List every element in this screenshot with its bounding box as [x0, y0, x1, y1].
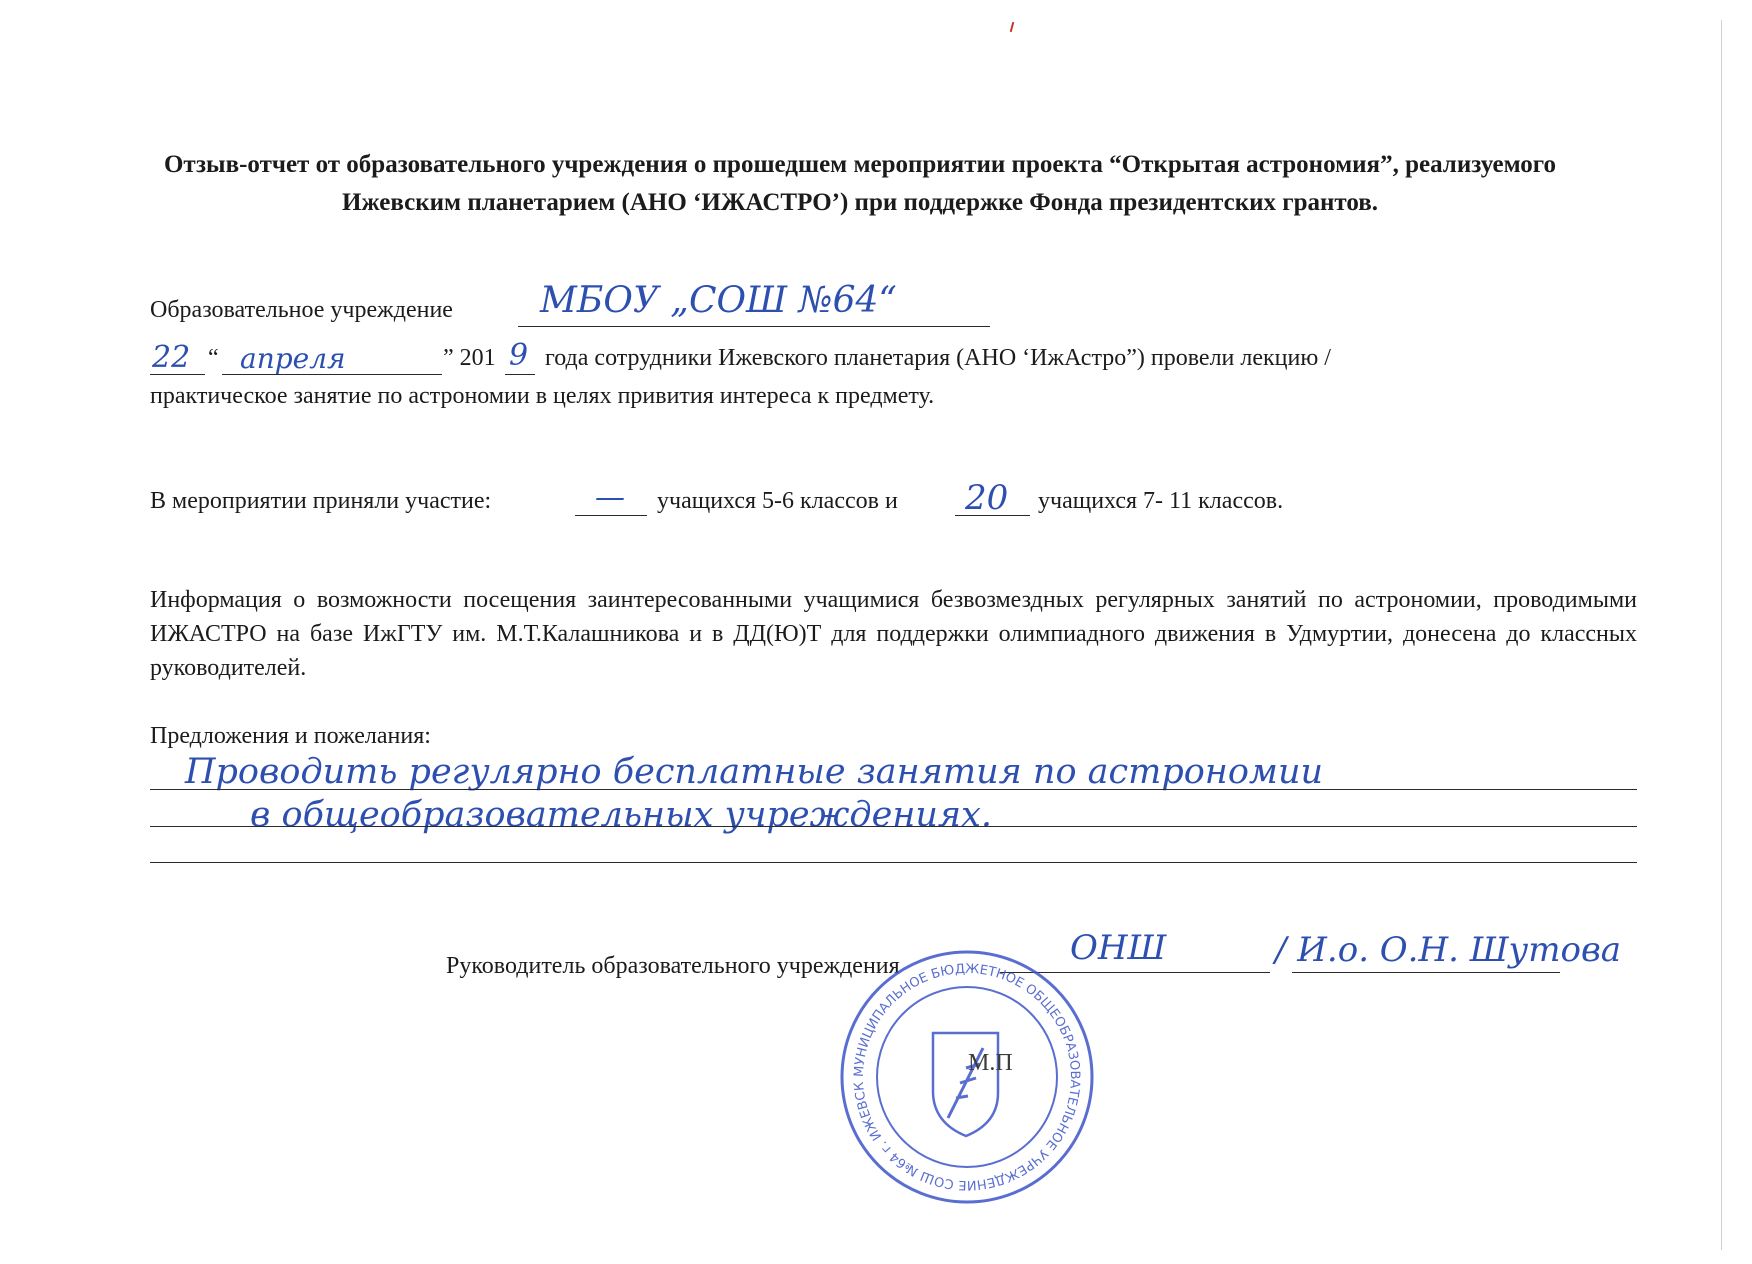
- suggestion-line-1: Проводить регулярно бесплатные занятия по астрономии: [185, 752, 1324, 792]
- date-year-prefix: ” 201: [443, 345, 496, 371]
- suggestion-rule-2: [150, 826, 1637, 827]
- participants-label: В мероприятии приняли участие:: [150, 488, 492, 514]
- info-paragraph: Информация о возможности посещения заинтересованными учащимися безвозмездных регулярных занятий по астрономии, проводимыми ИЖАСТРО на базе ИжГТУ им. М.Т.Калашникова и в ДД(Ю)Т для поддержки олимпиадного движения в Удмуртии, донесена до классных руководителей.: [150, 587, 1637, 681]
- institution-label: Образовательное учреждение: [150, 297, 453, 323]
- count-5-6: —: [595, 480, 625, 515]
- date-day: 22: [152, 340, 191, 375]
- event-text-2: практическое занятие по астрономии в целях привития интереса к предмету.: [150, 383, 935, 409]
- scan-mark: [1010, 22, 1015, 32]
- suggestion-rule-3: [150, 862, 1637, 863]
- date-month: апреля: [240, 342, 346, 375]
- stamp-ring-text: МУНИЦИПАЛЬНОЕ БЮДЖЕТНОЕ ОБЩЕОБРАЗОВАТЕЛЬНОЕ УЧРЕЖДЕНИЕ СОШ №64 г. ИЖЕВСК: [851, 961, 1083, 1193]
- count-7-11-label: учащихся 7- 11 классов.: [1038, 488, 1284, 514]
- count-5-6-label: учащихся 5-6 классов и: [657, 488, 898, 514]
- signature: ОНШ: [1070, 928, 1167, 968]
- date-year-underline: [505, 374, 535, 375]
- date-open-quote: “: [208, 345, 219, 371]
- suggestion-rule-1: [150, 789, 1637, 790]
- event-text-1: года сотрудники Ижевского планетария (АНО ‘ИжАстро”) провели лекцию /: [545, 345, 1331, 371]
- count-7-11: 20: [965, 478, 1009, 518]
- stamp-mp-label: М.П: [968, 1050, 1013, 1076]
- date-year-digit: 9: [509, 338, 529, 373]
- suggestion-line-2: в общеобразовательных учреждениях.: [250, 795, 992, 835]
- count-5-6-underline: [575, 515, 647, 516]
- institution-underline: [518, 326, 990, 327]
- official-stamp: [838, 948, 1096, 1206]
- suggestions-label: Предложения и пожелания:: [150, 723, 431, 749]
- scan-edge: [1721, 20, 1722, 1250]
- head-label: Руководитель образовательного учреждения: [446, 953, 900, 979]
- head-name: / И.о. О.Н. Шутова: [1275, 930, 1622, 970]
- head-name-underline: [1292, 972, 1560, 973]
- document-title: Отзыв-отчет от образовательного учреждения о прошедшем мероприятии проекта “Открытая астрономия”, реализуемого Ижевским планетарием (АНО ‘ИЖАСТРО’) при поддержке Фонда президентских грантов.: [163, 151, 1557, 216]
- institution-value: МБОУ „СОШ №64“: [540, 280, 897, 321]
